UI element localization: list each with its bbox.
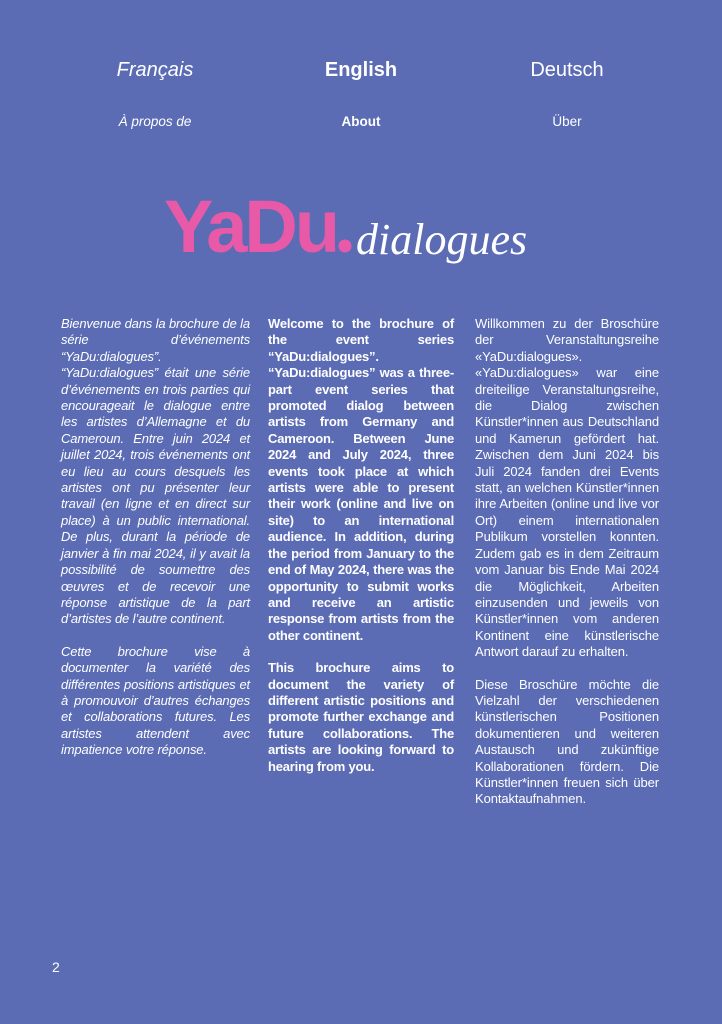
french-paragraph-2: Cette brochure vise à documenter la variété des différentes positions artistiques et à promouvoir d’autres échanges et collaborations futures. Les artistes attendent avec impatience votre réponse. <box>61 643 250 758</box>
french-paragraph-1: Bienvenue dans la brochure de la série d’événements “YaDu:dialogues”. “YaDu:dialogues” était une série d’événements en trois parties qui encourageait le dialogue entre les artistes d’Allemagne et du Cameroun. Entre juin 2024 et juillet 2024, trois événements ont eu lieu au cours desquels les artistes ont pu présenter leur travail (en ligne et en direct sur place) à un public international. De plus, durant la période de janvier à fin mai 2024, il y avait la possibilité de soumettre des œuvres et de recevoir une réponse artistique de la part d’artistes de l’autre continent. <box>61 316 250 627</box>
page-number: 2 <box>52 959 60 975</box>
logo-dot <box>339 240 352 253</box>
about-heading-fr: À propos de <box>118 114 192 129</box>
logo-suffix: dialogues <box>356 215 528 264</box>
german-paragraph-2: Diese Broschüre möchte die Vielzahl der verschiedenen künstlerischen Positionen dokumentieren und weiteren Austausch und zukünftige Kollaborationen fördern. Die Künstler*innen freuen sich über Kontaktaufnahmen. <box>475 676 659 807</box>
english-paragraph-1: Welcome to the brochure of the event series “YaDu:dialogues”. “YaDu:dialogues” was a three-part event series that promoted dialog between artists from Germany and Cameroon. Between June 2024 and July 2024, three events took place at which artists were able to present their work (online and live on site) to an international audience. In addition, during the period from January to the end of May 2024, there was the opportunity to submit works and receive an artistic response from artists from the other continent. <box>268 316 454 643</box>
column-german <box>475 316 659 824</box>
column-english <box>268 316 454 791</box>
column-french <box>61 316 250 775</box>
english-paragraph-2: This brochure aims to document the variety of different artistic positions and promote further exchange and future collaborations. The artists are looking forward to hearing from you. <box>268 660 454 774</box>
language-francais: Français <box>116 59 194 81</box>
language-deutsch: Deutsch <box>530 59 604 81</box>
about-heading-de: Über <box>552 114 582 129</box>
logo-brand: YaDu <box>164 185 338 268</box>
about-heading-en: About <box>341 114 381 129</box>
yadu-dialogues-logo <box>160 172 560 282</box>
german-paragraph-1: Willkommen zu der Broschüre der Veranstaltungsreihe «YaDu:dialogues». «YaDu:dialogues» war eine dreiteilige Veranstaltungsreihe, die Dialog zwischen Künstler*innen aus Deutschland und Kamerun gefördert hat. Zwischen dem Juni 2024 bis Juli 2024 fanden drei Events statt, an welchen Künstler*innen ihre Arbeiten (online und live vor Ort) einem internationalen Publikum vorstellen konnten. Zudem gab es in dem Zeitraum vom Januar bis Ende Mai 2024 die Möglichkeit, Arbeiten einzusenden und jeweils von Künstler*innen vom anderen Kontinent eine künstlerische Antwort darauf zu erhalten. <box>475 316 659 660</box>
language-english: English <box>324 59 398 81</box>
